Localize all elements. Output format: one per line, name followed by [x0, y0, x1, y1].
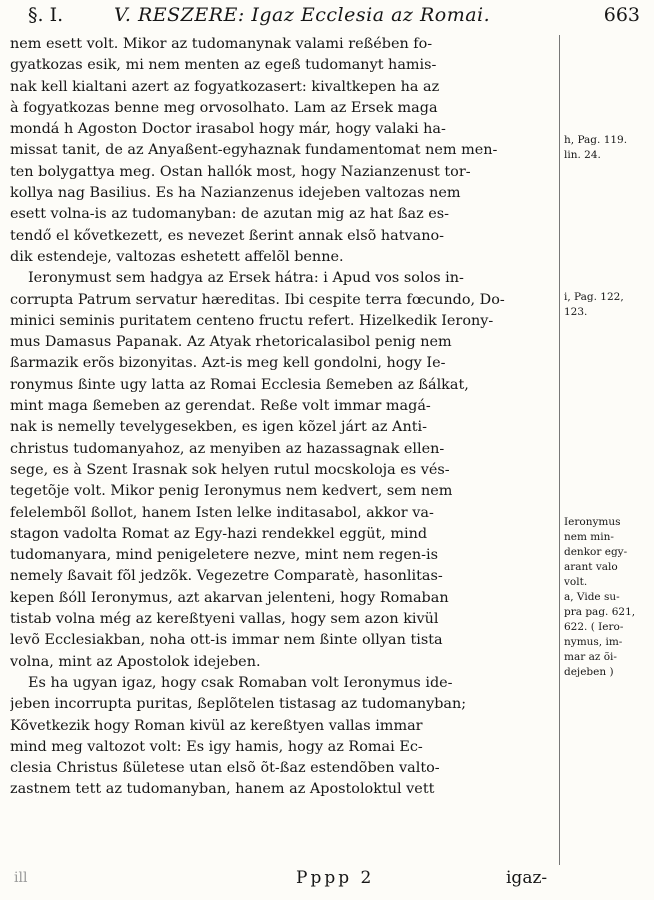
margin-note-line: pra pag. 621,	[564, 606, 636, 618]
margin-divider	[559, 35, 560, 865]
margin-note-line: nem min-	[564, 531, 614, 543]
text-line: à fogyatkozas benne meg orvosolhato. Lam az Ersek maga	[10, 99, 438, 116]
margin-note-ieronymus	[564, 515, 652, 680]
text-line: jeben incorrupta puritas, ßeplõtelen tistasag az tudomanyban;	[10, 696, 467, 713]
text-line: christus tudomanyahoz, az menyiben az hazassagnak ellen-	[10, 440, 445, 457]
text-line: felelembõl ßollot, hanem Isten lelke inditasabol, akkor va-	[10, 504, 434, 521]
text-line: Es ha ugyan igaz, hogy csak Romaban volt Ieronymus ide-	[28, 674, 453, 691]
text-line: nemely ßavait fõl jedzõk. Vegezetre Comparatè, hasonlitas-	[10, 568, 443, 585]
text-line: mondá h Agoston Doctor irasabol hogy már, hogy valaki ha-	[10, 121, 446, 138]
margin-note-line: denkor egy-	[564, 546, 628, 558]
text-line: stagon vadolta Romat az Egy-hazi rendekkel eggüt, mind	[10, 525, 428, 542]
margin-note-line: volt.	[564, 576, 588, 588]
catchword: igaz-	[506, 868, 548, 888]
text-line: mind meg valtozot volt: Es igy hamis, hogy az Romai Ec-	[10, 738, 423, 755]
text-line: tendő el kővetkezett, es nevezet ßerint annak elsõ hatvano-	[10, 227, 445, 244]
text-line: minici seminis puritatem centeno fructu refert. Hizelkedik Ierony-	[10, 312, 494, 329]
margin-note-line: nymus, im-	[564, 636, 623, 648]
text-line: ten bolygattya meg. Ostan hallók most, hogy Nazianzenust tor-	[10, 163, 471, 180]
text-line: levõ Ecclesiakban, noha ott-is immar nem ßinte ollyan tista	[10, 632, 443, 649]
text-line: sege, es à Szent Irasnak sok helyen rutul mocskoloja es vés-	[10, 461, 450, 478]
text-line: kollya nag Basilius. Es ha Nazianzenus idejeben valtozas nem	[10, 185, 461, 202]
margin-note-line: lin. 24.	[564, 149, 601, 161]
text-line: nak is nemelly tevelygesekben, es igen kõzel járt az Anti-	[10, 419, 427, 436]
text-line: mint maga ßemeben az gerendat. Reße volt immar magá-	[10, 398, 431, 415]
page-number: 663	[603, 4, 640, 26]
text-line: tegetõje volt. Mikor penig Ieronymus nem kedvert, sem nem	[10, 483, 453, 500]
bleed-through-mark: ill	[14, 870, 28, 886]
text-line: tudomanyara, mind penigeletere nezve, mint nem regen-is	[10, 547, 439, 564]
text-line: dik estendeje, valtozas eshetett affelõl benne.	[10, 248, 344, 265]
text-line: clesia Christus ßületese utan elsõ õt-ßaz estendõben valto-	[10, 760, 440, 777]
margin-note-line: 622. ( Iero-	[564, 621, 624, 633]
text-line: mus Damasus Papanak. Az Atyak rhetoricalasibol penig nem	[10, 334, 452, 351]
signature-mark: Pppp 2	[296, 868, 375, 888]
text-line: esett volna-is az tudomanyban: de azutan mig az hat ßaz es-	[10, 206, 450, 223]
text-line: ronymus ßinte ugy latta az Romai Ecclesia ßemeben az ßálkat,	[10, 376, 469, 393]
text-line: ßarmazik erõs bizonyitas. Azt-is meg kell gondolni, hogy Ie-	[10, 355, 446, 372]
text-line: tistab volna még az kereßtyeni vallas, hogy sem azon kivül	[10, 611, 439, 628]
text-line: Ieronymust sem hadgya az Ersek hátra: i Apud vos solos in-	[28, 270, 464, 287]
text-line: nem esett volt. Mikor az tudomanynak valami reßében fo-	[10, 36, 433, 52]
margin-note-line: arant valo	[564, 561, 618, 573]
text-line: Kõvetkezik hogy Roman kivül az kereßtyen vallas immar	[10, 717, 423, 734]
margin-note-i	[564, 290, 652, 320]
text-line: corrupta Patrum servatur hæreditas. Ibi cespite terra fœcundo, Do-	[10, 291, 505, 308]
page-footer	[0, 866, 654, 894]
margin-note-line: dejeben )	[564, 666, 614, 678]
text-line: zastnem tett az tudomanyban, hanem az Apostoloktul vett	[10, 781, 435, 798]
margin-note-line: 123.	[564, 306, 588, 318]
margin-note-line: i, Pag. 122,	[564, 291, 624, 303]
margin-note-line: h, Pag. 119.	[564, 134, 628, 146]
text-line: kepen ßóll Ieronymus, azt akarvan jelenteni, hogy Romaban	[10, 589, 449, 606]
text-line: volna, mint az Apostolok idejeben.	[10, 653, 261, 670]
page-header	[28, 4, 640, 30]
text-line: missat tanit, de az Anyaßent-egyhaznak fundamentomat nem men-	[10, 142, 498, 159]
margin-note-h	[564, 133, 652, 163]
section-mark: §. I.	[28, 4, 64, 26]
running-title: V. RESZERE: Igaz Ecclesia az Romai.	[114, 4, 491, 26]
margin-note-line: Ieronymus	[564, 516, 621, 528]
margin-note-line: a, Vide su-	[564, 591, 620, 603]
text-line: nak kell kialtani azert az fogyatkozasert: kivaltkepen ha az	[10, 78, 440, 95]
text-line: gyatkozas esik, mi nem menten az egeß tudomanyt hamis-	[10, 57, 437, 74]
margin-note-line: mar az õi-	[564, 651, 617, 663]
main-text-column	[10, 34, 554, 801]
